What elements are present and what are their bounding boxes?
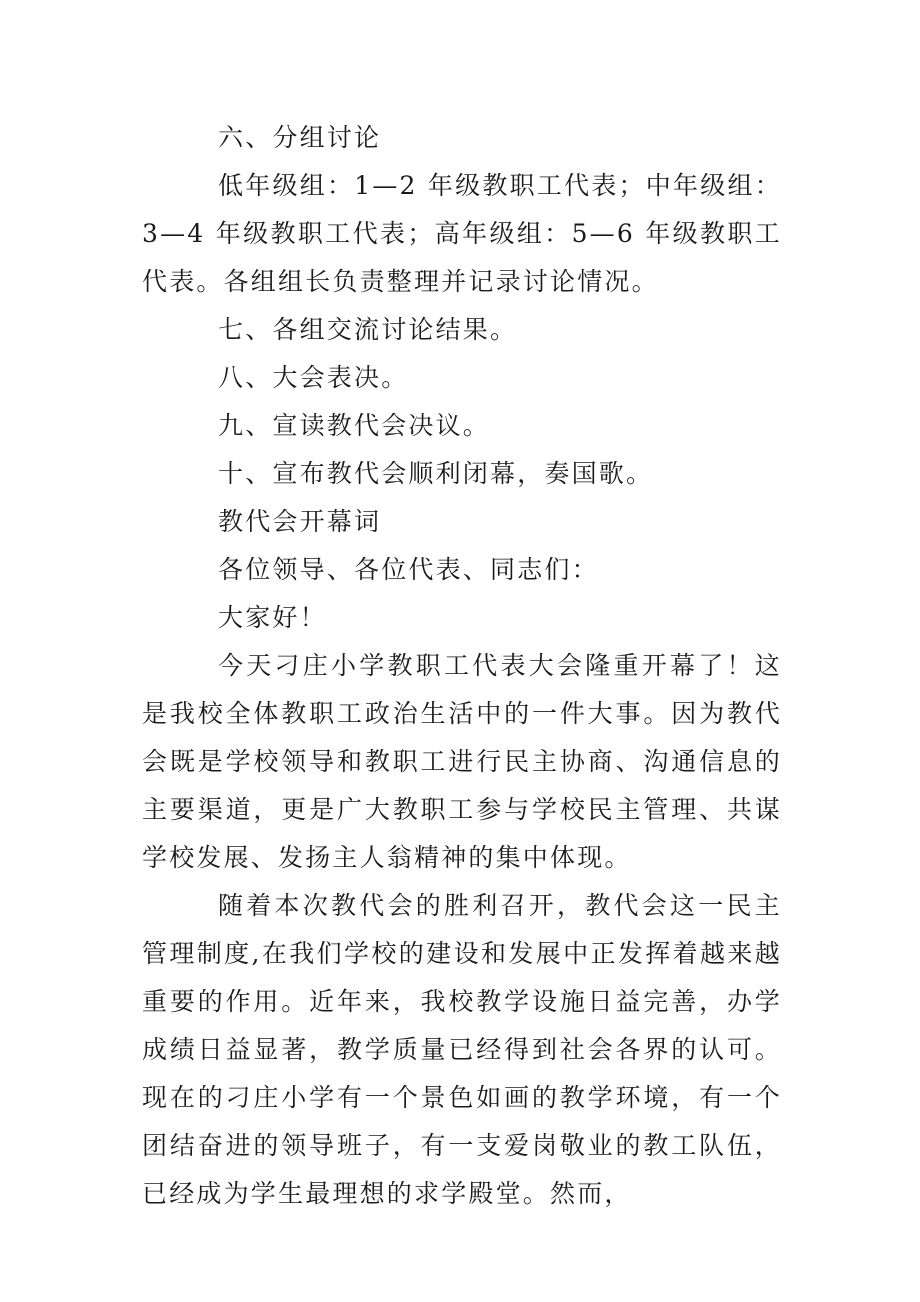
paragraph-group-assignment: 低年级组：1—2 年级教职工代表；中年级组：3—4 年级教职工代表；高年级组：5—6 年级教职工代表。各组组长负责整理并记录讨论情况。 — [142, 171, 782, 296]
section-heading-vote: 八、大会表决。 — [218, 363, 409, 392]
speech-salutation: 各位领导、各位代表、同志们： — [218, 555, 599, 584]
section-heading-resolution: 九、宣读教代会决议。 — [218, 411, 491, 440]
section-heading-group-exchange: 七、各组交流讨论结果。 — [218, 315, 518, 344]
speech-paragraph-opening: 今天刁庄小学教职工代表大会隆重开幕了！这是我校全体教职工政治生活中的一件大事。因为教代会既是学校领导和教职工进行民主协商、沟通信息的主要渠道，更是广大教职工参与学校民主管理、共谋学校发展、发扬主人翁精神的集中体现。 — [142, 651, 782, 872]
section-heading-closing: 十、宣布教代会顺利闭幕，奏国歌。 — [218, 459, 654, 488]
section-heading-group-discussion: 六、分组讨论 — [218, 123, 382, 152]
document-body — [142, 114, 782, 1218]
speech-title: 教代会开幕词 — [218, 507, 382, 536]
speech-greeting: 大家好！ — [218, 603, 327, 632]
speech-paragraph-development: 随着本次教代会的胜利召开，教代会这一民主管理制度,在我们学校的建设和发展中正发挥着越来越重要的作用。近年来，我校教学设施日益完善，办学成绩日益显著，教学质量已经得到社会各界的认可。现在的刁庄小学有一个景色如画的教学环境，有一个团结奋进的领导班子，有一支爱岗敬业的教工队伍，已经成为学生最理想的求学殿堂。然而， — [142, 891, 782, 1208]
